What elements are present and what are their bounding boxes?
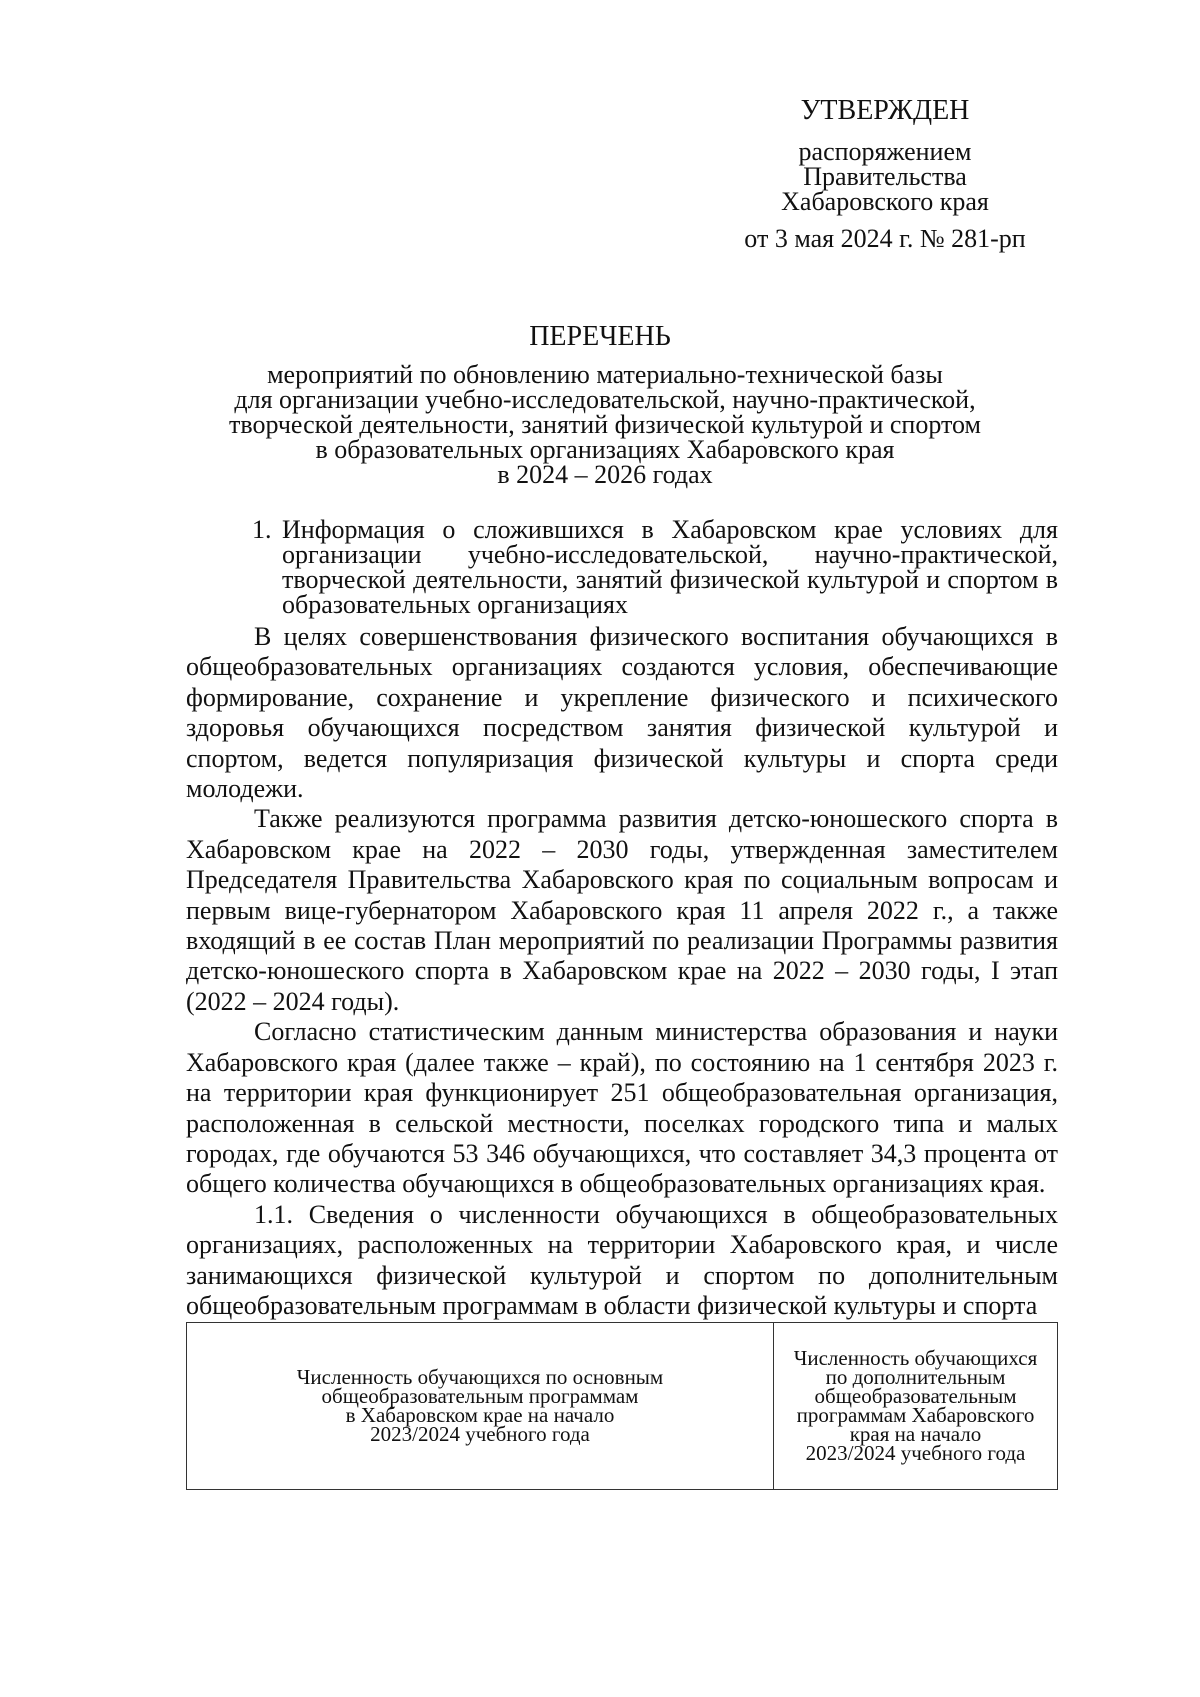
header-line: края на начало <box>849 1422 982 1446</box>
statistics-table <box>186 1322 1058 1490</box>
header-line: Численность обучающихся <box>793 1346 1038 1370</box>
subtitle-line: в образовательных организациях Хабаровского края <box>315 435 895 464</box>
approval-line: распоряжением <box>798 137 972 166</box>
section-heading-text: Информация о сложившихся в Хабаровском крае условиях для организации учебно-исследовательской, научно-практической, творческой деятельности, занятий физической культурой и спортом в образовательных организациях <box>282 515 1058 619</box>
header-line: в Хабаровском крае на начало <box>345 1403 615 1427</box>
header-line: 2023/2024 учебного года <box>805 1441 1026 1465</box>
document-title: ПЕРЕЧЕНЬ <box>529 321 671 352</box>
header-line: Численность обучающихся по основным <box>296 1365 664 1389</box>
document-subtitle <box>205 362 1005 487</box>
paragraph: Также реализуются программа развития детско-юношеского спорта в Хабаровском крае на 2022 – 2030 годы, утвержденная заместителем Председателя Правительства Хабаровского края по социальным вопросам и первым вице-губернатором Хабаровского края 11 апреля 2022 г., а также входящий в ее состав План мероприятий по реализации Программы развития детско-юношеского спорта в Хабаровском крае на 2022 – 2030 годы, I этап (2022 – 2024 годы). <box>186 804 1058 1016</box>
subsection-paragraph: 1.1. Сведения о численности обучающихся в общеобразовательных организациях, расположенных на территории Хабаровского края, и числе занимающихся физической культурой и спортом по дополнительным общеобразовательным программам в области физической культуры и спорта <box>186 1199 1058 1320</box>
table-header-cell-additional-programs <box>774 1323 1058 1490</box>
approval-stamp <box>735 95 1035 253</box>
paragraph: В целях совершенствования физического воспитания обучающихся в общеобразовательных организациях создаются условия, обеспечивающие формирование, сохранение и укрепление физического и психического здоровья обучающихся посредством занятия физической культурой и спортом, ведется популяризация физической культуры и спорта среди молодежи. <box>186 622 1058 804</box>
approval-date: от 3 мая 2024 г. № 281-рп <box>744 224 1026 253</box>
header-line: программам Хабаровского <box>796 1403 1035 1427</box>
header-line: 2023/2024 учебного года <box>370 1422 590 1446</box>
approval-title: УТВЕРЖДЕН <box>800 95 970 126</box>
header-line: общеобразовательным программам <box>321 1384 639 1408</box>
body-text <box>186 622 1058 1321</box>
approval-line: Хабаровского края <box>781 187 989 216</box>
paragraph: Согласно статистическим данным министерства образования и науки Хабаровского края (далее также – край), по состоянию на 1 сентября 2023 г. на территории края функционирует 251 общеобразовательная организация, расположенная в сельской местности, поселках городского типа и малых городах, где обучаются 53 346 обучающихся, что составляет 34,3 процента от общего количества обучающихся в общеобразовательных организациях края. <box>186 1017 1058 1199</box>
header-line: по дополнительным <box>825 1365 1006 1389</box>
table-header-cell-basic-programs <box>187 1323 774 1490</box>
subtitle-line: творческой деятельности, занятий физической культурой и спортом <box>229 410 981 439</box>
header-line: общеобразовательным <box>814 1384 1017 1408</box>
table-header-row <box>187 1323 1058 1490</box>
subtitle-line: в 2024 – 2026 годах <box>497 460 713 489</box>
section-heading <box>252 517 1058 617</box>
section-number: 1. <box>252 515 272 544</box>
subtitle-line: для организации учебно-исследовательской, научно-практической, <box>234 385 976 414</box>
subtitle-line: мероприятий по обновлению материально-технической базы <box>267 360 943 389</box>
approval-line: Правительства <box>803 162 967 191</box>
